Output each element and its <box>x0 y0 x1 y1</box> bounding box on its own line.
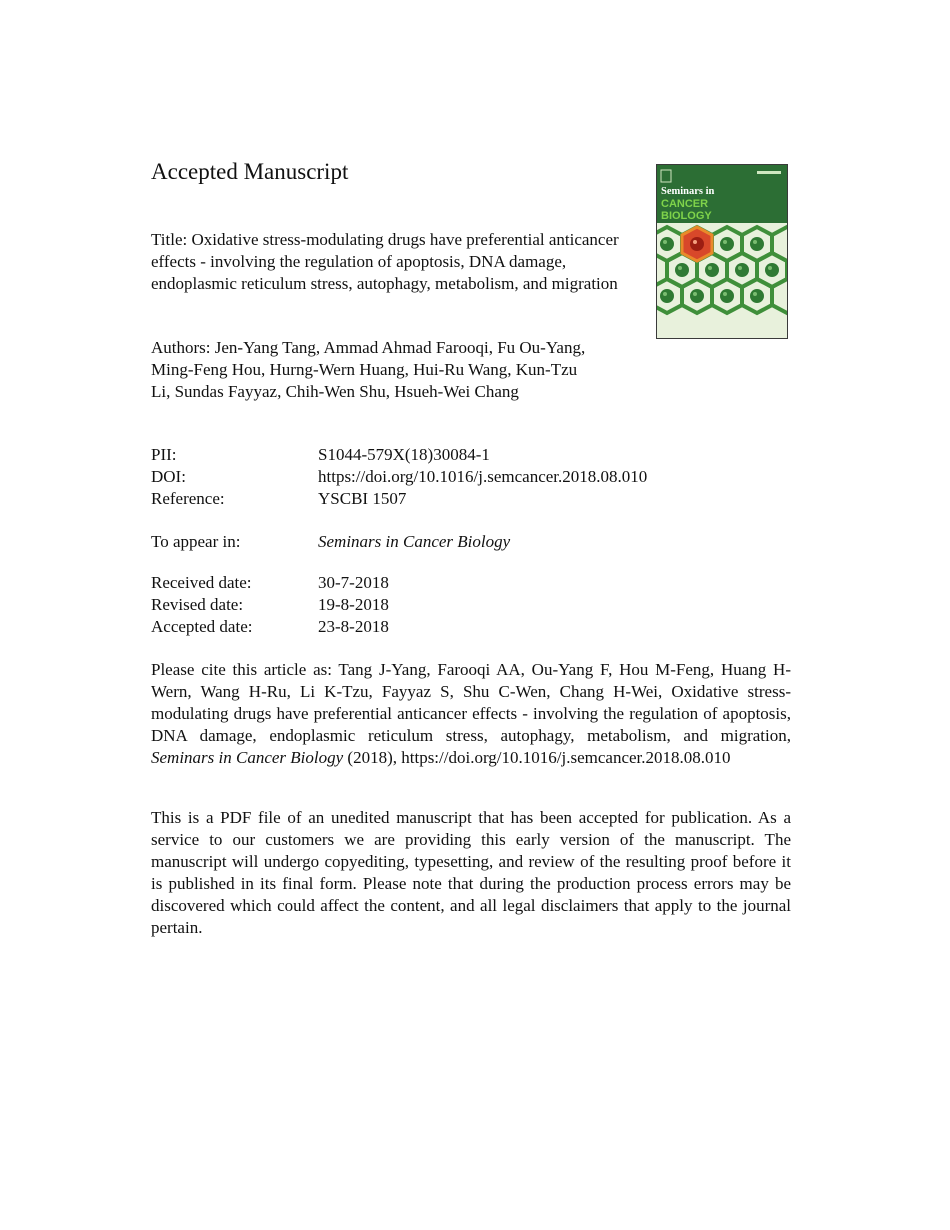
accepted-date-value: 23-8-2018 <box>318 617 389 636</box>
citation-year-doi: (2018), https://doi.org/10.1016/j.semcancer.2018.08.010 <box>347 748 731 767</box>
appear-in-label: To appear in: <box>151 532 241 551</box>
page-heading: Accepted Manuscript <box>151 159 349 184</box>
reference-label: Reference: <box>151 489 225 508</box>
article-title: Title: Oxidative stress-modulating drugs have preferential anticancer effects - involving the regulation of apoptosis, DNA damage, endoplasmic reticulum stress, autophagy, metabolism, and migration <box>151 230 619 293</box>
pii-value: S1044-579X(18)30084-1 <box>318 445 490 464</box>
cover-title-line3: BIOLOGY <box>661 210 712 222</box>
disclaimer-paragraph: This is a PDF file of an unedited manuscript that has been accepted for publication. As a service to our customers we are providing this early version of the manuscript. The manuscript will undergo copyediting, typesetting, and review of the resulting proof before it is published in its final form. Please note that during the production process errors may be discovered which could affect the content, and all legal disclaimers that apply to the journal pertain. <box>151 808 791 937</box>
received-date-label: Received date: <box>151 573 252 592</box>
cover-title-line2: CANCER <box>661 198 709 210</box>
revised-date-label: Revised date: <box>151 595 244 614</box>
cover-issn-mark <box>757 171 781 174</box>
received-date-value: 30-7-2018 <box>318 573 389 592</box>
citation-text: Please cite this article as: Tang J-Yang, Farooqi AA, Ou-Yang F, Hou M-Feng, Huang H-Wern, Wang H-Ru, Li K-Tzu, Fayyaz S, Shu C-Wen, Chang H-Wei, Oxidative stress-modulating drugs have preferential anticancer effects - involving the regulation of apoptosis, DNA damage, endoplasmic reticulum stress, autophagy, metabolism, and migration, <box>151 660 791 745</box>
revised-date-value: 19-8-2018 <box>318 595 389 614</box>
citation-paragraph <box>151 659 791 769</box>
article-authors: Authors: Jen-Yang Tang, Ammad Ahmad Farooqi, Fu Ou-Yang, Ming-Feng Hou, Hurng-Wern Huang, Hui-Ru Wang, Kun-Tzu Li, Sundas Fayyaz, Chih-Wen Shu, Hsueh-Wei Chang <box>151 338 586 401</box>
doi-link[interactable]: https://doi.org/10.1016/j.semcancer.2018.08.010 <box>318 467 648 486</box>
cover-highlight-sphere <box>690 237 704 251</box>
journal-cover-image <box>656 164 788 339</box>
pii-label: PII: <box>151 445 177 464</box>
citation-journal: Seminars in Cancer Biology <box>151 748 344 767</box>
cover-illustration <box>657 165 788 339</box>
cover-title-line1: Seminars in <box>661 186 715 197</box>
appear-in-journal: Seminars in Cancer Biology <box>318 532 511 551</box>
doi-label: DOI: <box>151 467 186 486</box>
accepted-date-label: Accepted date: <box>151 617 253 636</box>
reference-value: YSCBI 1507 <box>318 489 407 508</box>
